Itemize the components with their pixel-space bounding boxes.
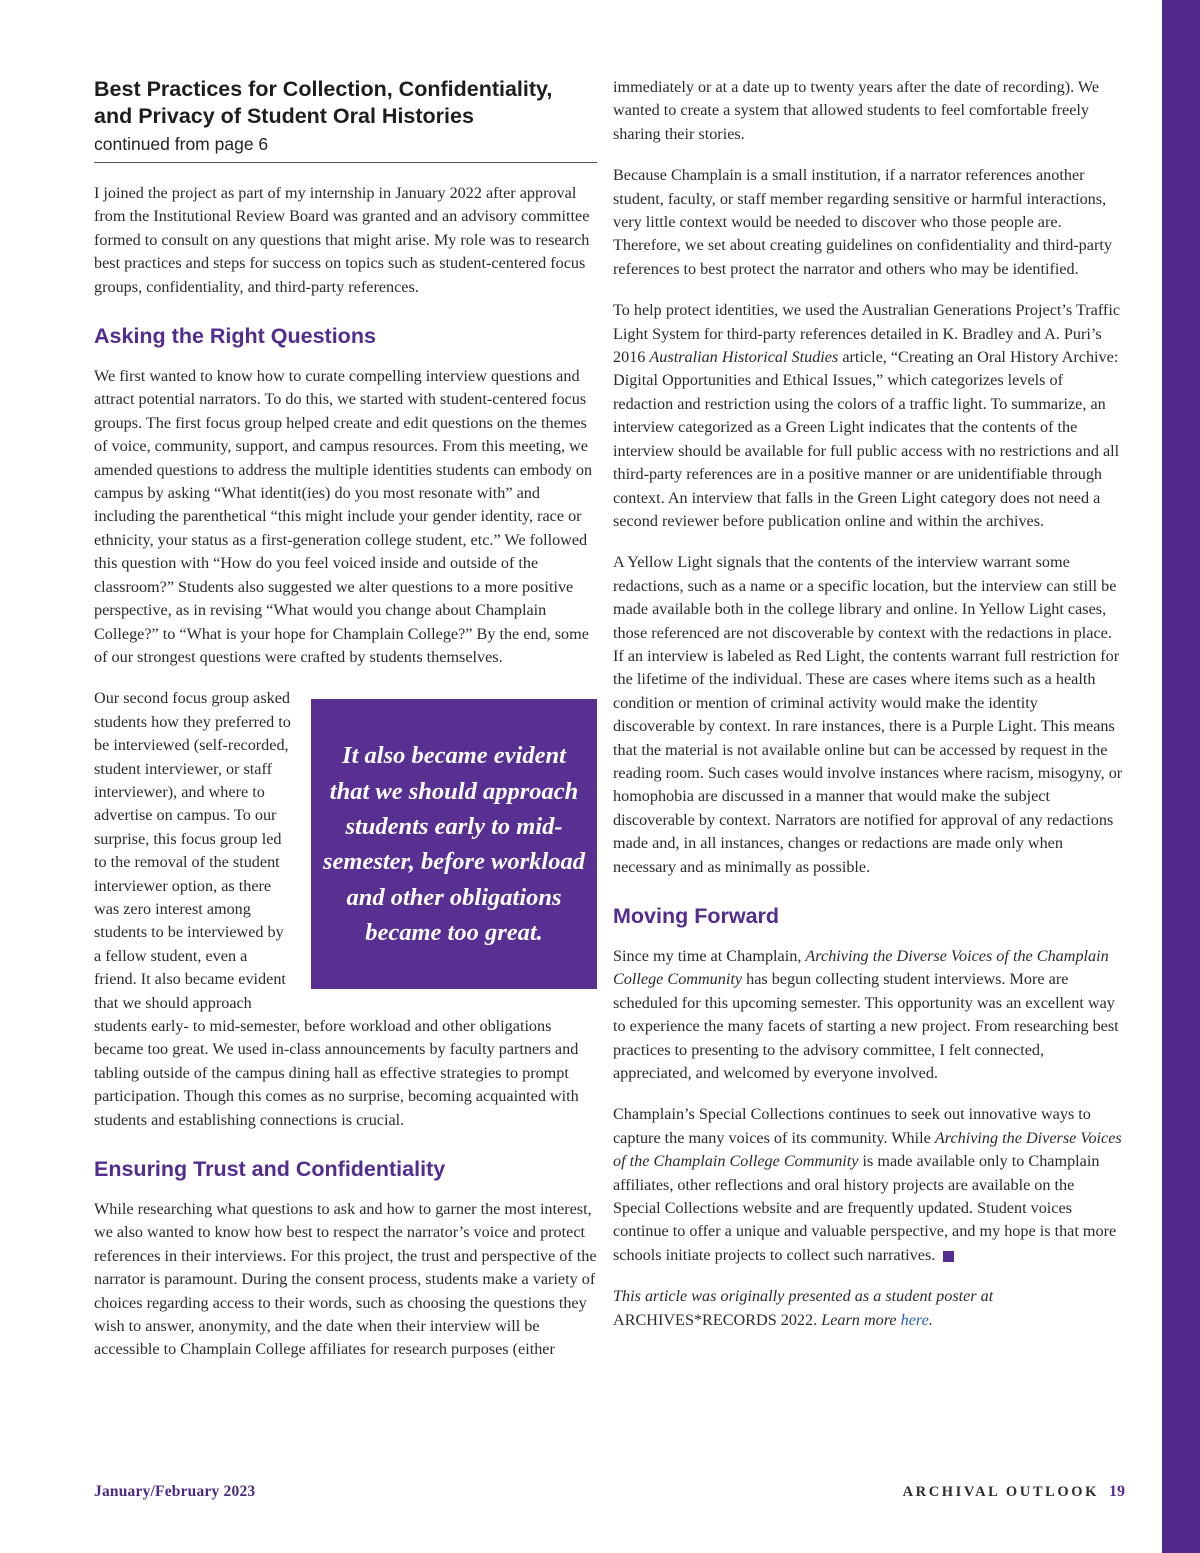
- pull-quote: [311, 699, 597, 989]
- moving-text-a: Since my time at Champlain,: [613, 947, 806, 965]
- note-text: This article was originally presented as a student poster at: [613, 1287, 994, 1306]
- note-here-link[interactable]: here: [900, 1310, 929, 1329]
- moving-text-b: has begun collecting student interviews. More are scheduled for this upcoming semester. This opportunity was an excellent way to experience the many facets of starting a new project. From researching best practices to presenting to the advisory committee, I felt connected, appreciated, and welcomed by everyone involved.: [613, 970, 1119, 1083]
- continued-paragraph: immediately or at a date up to twenty years after the date of recording). We wanted to create a system that allowed students to feel comfortable freely sharing their stories.: [613, 78, 1100, 143]
- intro-paragraph: I joined the project as part of my internship in January 2022 after approval from the Institutional Review Board was granted and an advisory committee formed to consult on any questions that might arise. My role was to research best practices and steps for success on topics such as student-centered focus groups, confidentiality, and third-party references.: [94, 184, 590, 296]
- traffic-light-paragraph: [613, 299, 1123, 533]
- journal-title: Australian Historical Studies: [649, 348, 839, 367]
- special-text-b: is made available only to Champlain affiliates, other reflections and oral history projects are available on the Special Collections website and are frequently updated. Student voices continue to offer a unique and valuable perspective, and my hope is that more schools initiate projects to collect such narratives.: [613, 1152, 1117, 1264]
- heading-asking-questions: Asking the Right Questions: [94, 324, 376, 349]
- note-archives: ARCHIVES*RECORDS 2022.: [613, 1310, 818, 1329]
- special-collections-paragraph: [613, 1103, 1123, 1267]
- asking-paragraph-1: We first wanted to know how to curate compelling interview questions and attract potential narrators. To do this, we started with student-centered focus groups. The first focus group helped create and edit questions on the themes of voice, community, support, and campus resources. From this meeting, we amended questions to address the multiple identities students can embody on campus by asking “What identit(ies) do you most resonate with” and including the parenthetical “this might include your gender identity, race or ethnicity, your status as a first-generation college student, etc.” We followed this question with “How do you feel voiced inside and outside of the classroom?” Students also suggested we alter questions to a more positive perspective, as in revising “What would you change about Champlain College?” to “What is your hope for Champlain College?” By the end, some of our strongest questions were crafted by students themselves.: [94, 367, 593, 666]
- article-title-line-2: and Privacy of Student Oral Histories: [94, 104, 474, 128]
- footer-issue-date: January/February 2023: [94, 1483, 256, 1500]
- traffic-text-a: To help protect identities, we used the Australian Generations Project’s Traffic Light System for third-party references detailed in K. Bradley and A. Puri’s 2016: [613, 301, 1121, 367]
- page-number: 19: [1109, 1483, 1125, 1500]
- heading-moving-forward: Moving Forward: [613, 904, 780, 928]
- special-text-a: Champlain’s Special Collections continues to seek out innovative ways to capture the many voices of its community. While: [613, 1105, 1091, 1147]
- trust-paragraph: While researching what questions to ask and how to garner the most interest, we also wanted to know how best to respect the narrator’s voice and protect references in their interviews. For this project, the trust and perspective of the narrator is paramount. During the consent process, students make a variety of choices regarding access to their words, such as choosing the questions they wish to answer, anonymity, and the date when their interview will be accessible to Champlain College affiliates for research purposes (either: [94, 1200, 597, 1359]
- project-title: Archiving the Diverse Voices of the Champlain College Community: [613, 947, 1109, 989]
- left-column: [94, 76, 597, 1380]
- footer-publication-name: ARCHIVAL OUTLOOK: [902, 1484, 1099, 1500]
- footer-publication: [903, 1483, 1125, 1501]
- yellow-light-paragraph: A Yellow Light signals that the contents of the interview warrant some redactions, such as a name or a specific location, but the interview can still be made available both in the college library and online. In Yellow Light cases, those referenced are not discoverable by context with the redactions in place. If an interview is labeled as Red Light, the contents warrant full restriction for the lifetime of the individual. These are cases where items such as a health condition or mention of criminal activity would make the identity discoverable by context. In rare instances, there is a Purple Light. This means that the material is not available online but can be accessed by request in the reading room. Such cases would involve instances where racism, misogyny, or homophobia are discussed in a manner that would make the subject discoverable by context. Narrators are notified for approval of any redactions made and, in all instances, changes or redactions are made only when necessary and as minimally as possible.: [613, 553, 1123, 876]
- article-header: [94, 76, 597, 163]
- note-period: .: [928, 1310, 933, 1329]
- article-title-line-1: Best Practices for Collection, Confidentiality,: [94, 77, 553, 101]
- small-institution-paragraph: Because Champlain is a small institution, if a narrator references another student, faculty, or staff member regarding sensitive or harmful interactions, very little context would be needed to discover who those people are. Therefore, we set about creating guidelines on confidentiality and third-party references to best protect the narrator and others who may be identified.: [613, 166, 1112, 278]
- heading-ensuring-trust: Ensuring Trust and Confidentiality: [94, 1157, 446, 1182]
- asking-paragraph-2: Our second focus group asked students how they preferred to be interviewed (self-recorded, student interviewer, or staff interviewer), and where to advertise on campus. To our surprise, this focus group led to the removal of the student interviewer option, as there was zero interest among students to be interviewed by a fellow student, even a friend. It also became evident that we should approach students early- to mid-semester, before workload and other obligations became too great. We used in-class announcements by faculty partners and tabling outside of the campus dining hall as effective strategies to prompt participation. Though this comes as no surprise, becoming acquainted with students and establishing connections is crucial.: [94, 689, 579, 1129]
- purple-edge-bar: [1162, 0, 1200, 1553]
- traffic-text-b: article, “Creating an Oral History Archive: Digital Opportunities and Ethical Issues,” which categorizes levels of redaction and restriction using the colors of a traffic light. To summarize, an interview categorized as a Green Light indicates that the contents of the interview should be available for full public access with no restrictions and all third-party references are in a positive manner or are unidentifiable through context. An interview that falls in the Green Light category does not need a second reviewer before publication online and within the archives.: [613, 348, 1120, 530]
- end-mark-square: [943, 1251, 954, 1262]
- project-title-2: Archiving the Diverse Voices of the Champlain College Community: [613, 1128, 1122, 1171]
- continued-note: continued from page 6: [94, 134, 269, 154]
- focus-group-section: [94, 687, 597, 1132]
- moving-forward-paragraph: [613, 945, 1123, 1085]
- pull-quote-text: It also became evident that we should approach students early to mid-semester, before workload and other obligations became too great.: [323, 742, 585, 946]
- right-column: [613, 76, 1123, 1350]
- article-note: [613, 1285, 1123, 1332]
- note-learn-more: Learn more: [821, 1310, 897, 1329]
